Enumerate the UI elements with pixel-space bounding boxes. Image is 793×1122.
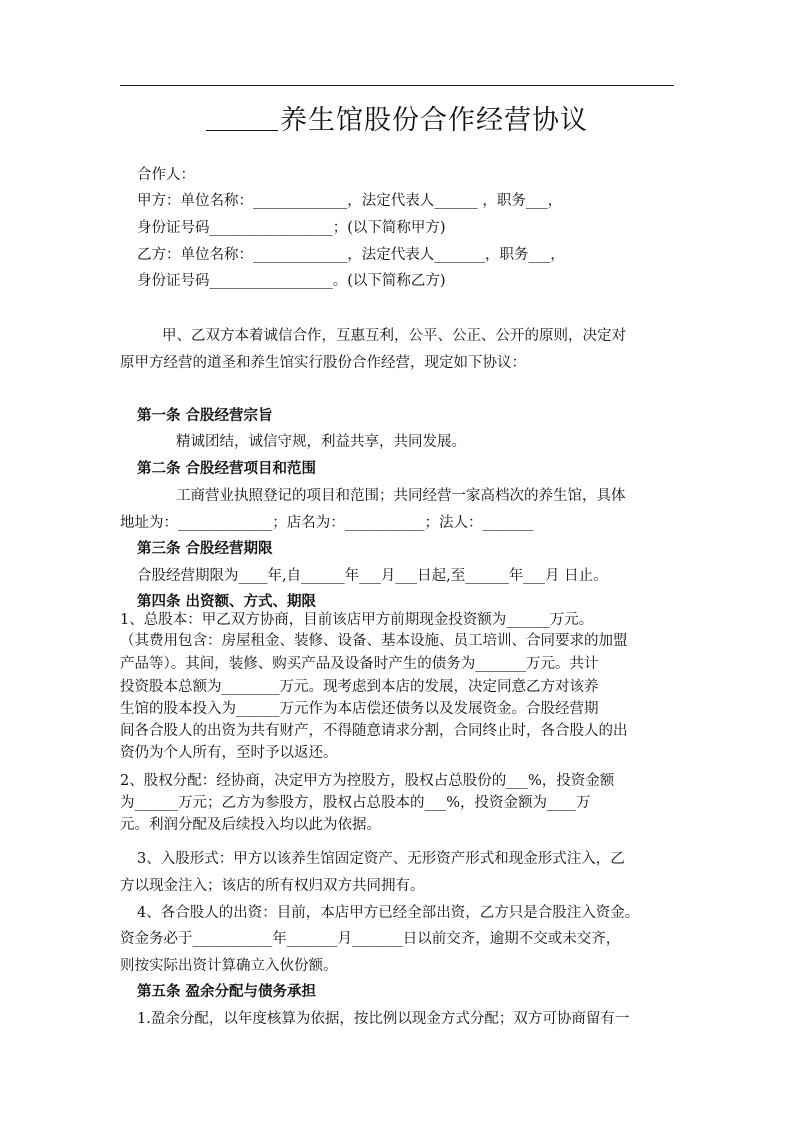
article-4-heading: 第四条 出资额、方式、期限 (137, 593, 317, 610)
header-rule (120, 85, 674, 86)
article-4-p1-line-1: 1、总股本：甲乙双方协商，目前该店甲方前期现金投资额为______万元。 (120, 612, 594, 628)
article-4-p1-line-5: 生馆的股本投入为______万元作为本店偿还债务以及发展资金。合股经营期 (120, 701, 599, 717)
party-b-line-1: 乙方：单位名称：_____________，法定代表人_______，职务___， (137, 247, 565, 263)
article-4-p3-line-1: 3、入股形式：甲方以该养生馆固定资产、无形资产形式和现金形式注入，乙 (137, 851, 625, 867)
article-1-body: 精诚团结，诚信守规，利益共享，共同发展。 (176, 434, 466, 450)
title-text: 养生馆股份合作经营协议 (280, 105, 588, 136)
article-2-line-2: 地址为：_____________；店名为：___________；法人：_______ (120, 515, 534, 531)
article-1-heading: 第一条 合股经营宗旨 (137, 407, 273, 424)
article-4-p1-line-7: 资仍为个人所有，至时予以返还。 (120, 745, 338, 761)
article-2-line-1: 工商营业执照登记的项目和范围；共同经营一家高档次的养生馆，具体 (176, 488, 626, 504)
article-4-p3-line-2: 方以现金注入；该店的所有权归双方共同拥有。 (120, 878, 425, 894)
article-2-heading: 第二条 合股经营项目和范围 (137, 460, 317, 477)
article-4-p1-line-4: 投资股本总额为________万元。现考虑到本店的发展，决定同意乙方对该养 (120, 679, 599, 695)
article-4-p4-line-3: 则按实际出资计算确立入伙份额。 (120, 958, 338, 974)
article-5-p1-line-1: 1.盈余分配，以年度核算为依据，按比例以现金方式分配；双方可协商留有一 (137, 1011, 630, 1027)
article-5-heading: 第五条 盈余分配与债务承担 (137, 983, 317, 1000)
party-b-line-2: 身份证号码_________________。(以下简称乙方) (137, 273, 446, 289)
article-3-body: 合股经营期限为____年,自______年___月___日起,至______年___月 日止。 (137, 568, 608, 584)
article-4-p2-line-3: 元。利润分配及后续投入均以此为依据。 (120, 817, 381, 833)
parties-heading: 合作人： (137, 167, 195, 183)
article-4-p1-line-2: （其费用包含：房屋租金、装修、设备、基本设施、员工培训、合同要求的加盟 (120, 633, 628, 649)
title-blank (206, 104, 278, 131)
article-4-p1-line-6: 间各合股人的出资为共有财产，不得随意请求分割，合同终止时，各合股人的出 (120, 723, 628, 739)
document-title (120, 98, 674, 137)
article-4-p2-line-1: 2、股权分配：经协商，决定甲方为控股方，股权占总股份的___%，投资金额 (120, 773, 615, 789)
article-4-p2-line-2: 为______万元；乙方为参股方，股权占总股本的___%，投资金额为____万 (120, 795, 591, 811)
article-3-heading: 第三条 合股经营期限 (137, 540, 273, 557)
article-4-p1-line-3: 产品等）。其间，装修、购买产品及设备时产生的债务为_______万元。共计 (120, 656, 599, 672)
preamble-line-2: 原甲方经营的道圣和养生馆实行股份合作经营，现定如下协议： (120, 355, 526, 371)
article-4-p4-line-2: 资金务必于___________年_______月_______日以前交齐，逾期不交或未交齐， (120, 931, 621, 947)
article-4-p4-line-1: 4、各合股人的出资：目前，本店甲方已经全部出资，乙方只是合股注入资金。 (137, 905, 640, 921)
preamble-line-1: 甲、乙双方本着诚信合作，互惠互利，公平、公正、公开的原则，决定对 (162, 328, 626, 344)
party-a-line-2: 身份证号码_________________；(以下简称甲方) (137, 220, 446, 236)
party-a-line-1: 甲方：单位名称：_____________，法定代表人______ ，职务___， (137, 193, 563, 209)
